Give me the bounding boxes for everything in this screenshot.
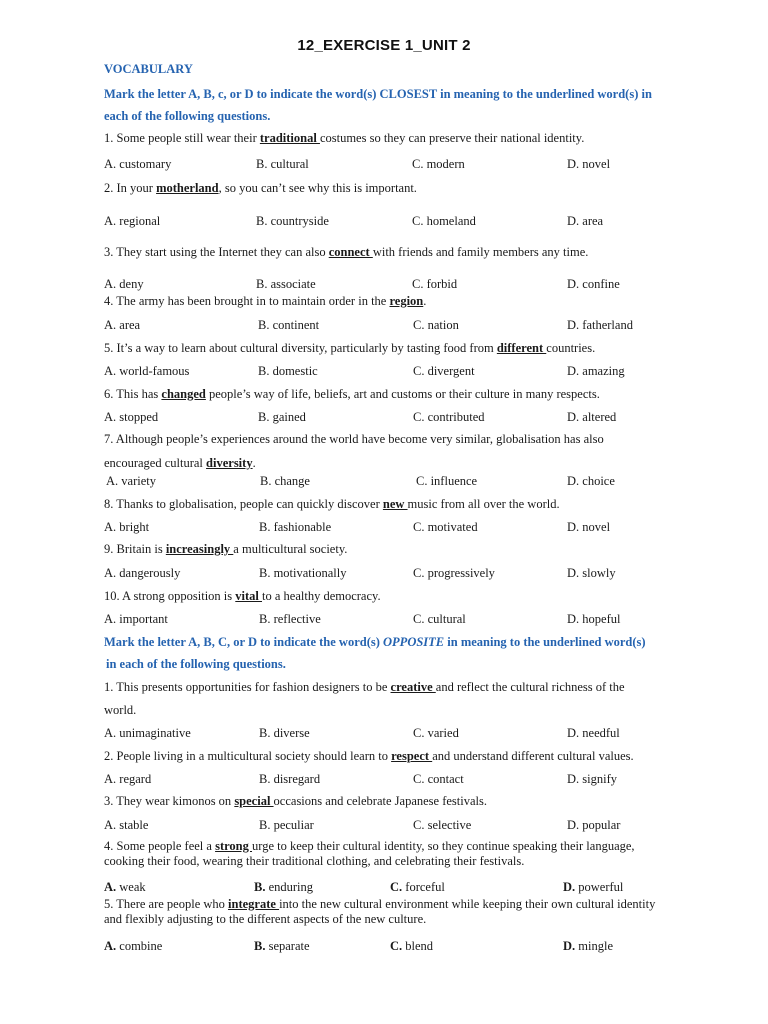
option-b[interactable]: B. cultural — [256, 157, 309, 171]
option-text: mingle — [575, 939, 613, 953]
question-text: countries. — [546, 341, 596, 355]
underlined-word: region — [389, 294, 424, 308]
question-text: 9. Britain is — [104, 542, 166, 556]
question-text: 4. Some people feel a — [104, 839, 216, 853]
option-letter: D. — [563, 939, 576, 953]
underlined-word: respect — [391, 749, 433, 763]
instruction-emphasis: OPPOSITE — [383, 635, 445, 649]
underlined-word: vital — [235, 589, 263, 603]
instruction-opposite — [104, 631, 684, 675]
question-closest-8 — [104, 497, 676, 512]
option-a[interactable] — [104, 880, 146, 895]
option-b[interactable]: B. domestic — [258, 364, 318, 378]
option-a[interactable]: A. dangerously — [104, 566, 181, 580]
underlined-word: traditional — [259, 131, 320, 145]
question-text: urge to keep their cultural identity, so they continue speaking their language, cooking their food, wearing their traditional clothing, and celebrating their festivals. — [104, 839, 635, 868]
option-d[interactable] — [563, 880, 623, 895]
option-a[interactable]: A. regional — [104, 214, 161, 228]
underlined-word: connect — [328, 245, 373, 259]
question-text: 2. People living in a multicultural society should learn to — [104, 749, 392, 763]
option-d[interactable]: D. novel — [567, 157, 611, 171]
question-text: to a healthy democracy. — [262, 589, 381, 603]
option-text: forceful — [402, 880, 445, 894]
option-text: blend — [402, 939, 434, 953]
option-d[interactable]: D. needful — [567, 726, 620, 740]
question-opposite-4 — [104, 839, 674, 869]
option-letter: C. — [390, 880, 403, 894]
instruction-text: Mark the letter A, B, C, or D to indicate the word(s) — [104, 635, 384, 649]
option-d[interactable]: D. hopeful — [567, 612, 621, 626]
question-text: music from all over the world. — [407, 497, 560, 511]
option-c[interactable]: C. contact — [413, 772, 464, 786]
option-c[interactable]: C. contributed — [413, 410, 485, 424]
option-a[interactable]: A. stopped — [104, 410, 159, 424]
question-opposite-5 — [104, 897, 674, 927]
option-text: combine — [116, 939, 163, 953]
underlined-word: changed — [161, 387, 206, 401]
question-text: 10. A strong opposition is — [104, 589, 236, 603]
option-letter: A. — [104, 939, 117, 953]
option-c[interactable]: C. varied — [413, 726, 459, 740]
option-c[interactable] — [390, 939, 433, 954]
underlined-word: increasingly — [165, 542, 234, 556]
option-c[interactable]: C. homeland — [412, 214, 476, 228]
question-opposite-2 — [104, 749, 676, 764]
option-letter: B. — [254, 939, 266, 953]
option-letter: C. — [390, 939, 403, 953]
question-closest-3 — [104, 245, 676, 260]
option-d[interactable]: D. amazing — [567, 364, 625, 378]
instruction-closest-line1: Mark the letter A, B, c, or D to indicate the word(s) CLOSEST in meaning to the underlined word(s) in — [104, 87, 652, 101]
underlined-word: special — [234, 794, 274, 808]
underlined-word: different — [496, 341, 547, 355]
question-closest-7-line1: 7. Although people’s experiences around the world have become very similar, globalisation has also — [104, 432, 604, 446]
option-b[interactable]: B. diverse — [259, 726, 310, 740]
option-d[interactable]: D. slowly — [567, 566, 616, 580]
option-text: weak — [116, 880, 146, 894]
question-text: 1. This presents opportunities for fashion designers to be — [104, 680, 391, 694]
option-a[interactable]: A. stable — [104, 818, 149, 832]
question-closest-7 — [104, 456, 676, 471]
question-text: 5. It’s a way to learn about cultural diversity, particularly by tasting food from — [104, 341, 497, 355]
option-a[interactable]: A. deny — [104, 277, 144, 291]
option-d[interactable]: D. area — [567, 214, 604, 228]
option-b[interactable]: B. continent — [258, 318, 320, 332]
question-closest-10 — [104, 589, 676, 604]
underlined-word: new — [382, 497, 408, 511]
instruction-closest-line2: each of the following questions. — [104, 109, 271, 123]
option-c[interactable]: C. influence — [416, 474, 478, 488]
option-a[interactable] — [104, 939, 162, 954]
option-a[interactable]: A. area — [104, 318, 141, 332]
option-d[interactable]: D. novel — [567, 520, 611, 534]
option-text: powerful — [575, 880, 624, 894]
option-d[interactable] — [563, 939, 613, 954]
question-text: 8. Thanks to globalisation, people can quickly discover — [104, 497, 383, 511]
option-b[interactable]: B. fashionable — [259, 520, 332, 534]
option-c[interactable]: C. selective — [413, 818, 472, 832]
option-c[interactable]: C. divergent — [413, 364, 475, 378]
option-b[interactable]: B. change — [260, 474, 310, 488]
option-d[interactable]: D. fatherland — [567, 318, 633, 332]
option-b[interactable]: B. countryside — [256, 214, 329, 228]
question-opposite-1 — [104, 680, 676, 695]
question-closest-5 — [104, 341, 676, 356]
underlined-word: creative — [390, 680, 436, 694]
question-closest-1 — [104, 131, 676, 146]
underlined-word: motherland — [156, 181, 219, 195]
section-heading: VOCABULARY — [104, 62, 193, 76]
option-b[interactable]: B. associate — [256, 277, 316, 291]
option-text: enduring — [265, 880, 314, 894]
option-d[interactable]: D. altered — [567, 410, 617, 424]
option-d[interactable]: D. popular — [567, 818, 621, 832]
instruction-opposite-line2: in each of the following questions. — [106, 657, 286, 671]
question-text: 2. In your — [104, 181, 157, 195]
question-text: occasions and celebrate Japanese festivals. — [273, 794, 487, 808]
question-text: encouraged cultural — [104, 456, 207, 470]
underlined-word: integrate — [228, 897, 280, 911]
question-closest-9 — [104, 542, 676, 557]
option-c[interactable]: C. modern — [412, 157, 465, 171]
question-text: 6. This has — [104, 387, 162, 401]
option-letter: D. — [563, 880, 576, 894]
question-text: people’s way of life, beliefs, art and customs or their culture in many respects. — [205, 387, 600, 401]
question-text: costumes so they can preserve their national identity. — [319, 131, 585, 145]
option-a[interactable]: A. variety — [106, 474, 156, 488]
option-letter: B. — [254, 880, 266, 894]
question-text: 4. The army has been brought in to maintain order in the — [104, 294, 390, 308]
question-text: and understand different cultural values. — [432, 749, 634, 763]
question-text: . — [252, 456, 256, 470]
underlined-word: strong — [215, 839, 253, 853]
option-b[interactable]: B. motivationally — [259, 566, 347, 580]
underlined-word: diversity — [206, 456, 253, 470]
option-c[interactable]: C. nation — [413, 318, 459, 332]
option-a[interactable]: A. bright — [104, 520, 150, 534]
question-text: 5. There are people who — [104, 897, 229, 911]
option-text: separate — [265, 939, 310, 953]
question-text: . — [423, 294, 427, 308]
option-b[interactable]: B. reflective — [259, 612, 321, 626]
instruction-text: in meaning to the underlined word(s) — [444, 635, 646, 649]
option-c[interactable]: C. progressively — [413, 566, 495, 580]
question-opposite-3 — [104, 794, 676, 809]
question-opposite-1-line2: world. — [104, 703, 137, 717]
option-c[interactable]: C. cultural — [413, 612, 466, 626]
option-b[interactable] — [254, 939, 310, 954]
question-closest-2 — [104, 181, 676, 196]
question-text: and reflect the cultural richness of the — [435, 680, 625, 694]
page-title: 12_EXERCISE 1_UNIT 2 — [297, 37, 471, 54]
option-d[interactable]: D. confine — [567, 277, 620, 291]
option-a[interactable]: A. world-famous — [104, 364, 190, 378]
option-b[interactable]: B. gained — [258, 410, 306, 424]
option-letter: A. — [104, 880, 117, 894]
question-text: 3. They start using the Internet they can also — [104, 245, 329, 259]
question-text: 1. Some people still wear their — [104, 131, 260, 145]
option-c[interactable] — [390, 880, 445, 895]
question-text: into the new cultural environment while keeping their own cultural identity and flexibly adjusting to the different aspects of the new culture. — [104, 897, 656, 926]
instruction-opposite-line1 — [104, 631, 684, 653]
option-a[interactable]: A. important — [104, 612, 168, 626]
option-d[interactable]: D. signify — [567, 772, 617, 786]
option-b[interactable]: B. peculiar — [259, 818, 314, 832]
question-text: , so you can’t see why this is important. — [218, 181, 417, 195]
option-b[interactable]: B. disregard — [259, 772, 321, 786]
question-text: with friends and family members any time. — [372, 245, 589, 259]
option-a[interactable]: A. unimaginative — [104, 726, 191, 740]
question-closest-6 — [104, 387, 676, 402]
option-a[interactable]: A. customary — [104, 157, 172, 171]
option-b[interactable] — [254, 880, 313, 895]
option-c[interactable]: C. forbid — [412, 277, 458, 291]
instruction-closest — [104, 83, 684, 127]
option-d[interactable]: D. choice — [567, 474, 615, 488]
question-text: a multicultural society. — [233, 542, 348, 556]
question-text: 3. They wear kimonos on — [104, 794, 235, 808]
question-closest-4 — [104, 294, 676, 309]
option-c[interactable]: C. motivated — [413, 520, 478, 534]
option-a[interactable]: A. regard — [104, 772, 152, 786]
